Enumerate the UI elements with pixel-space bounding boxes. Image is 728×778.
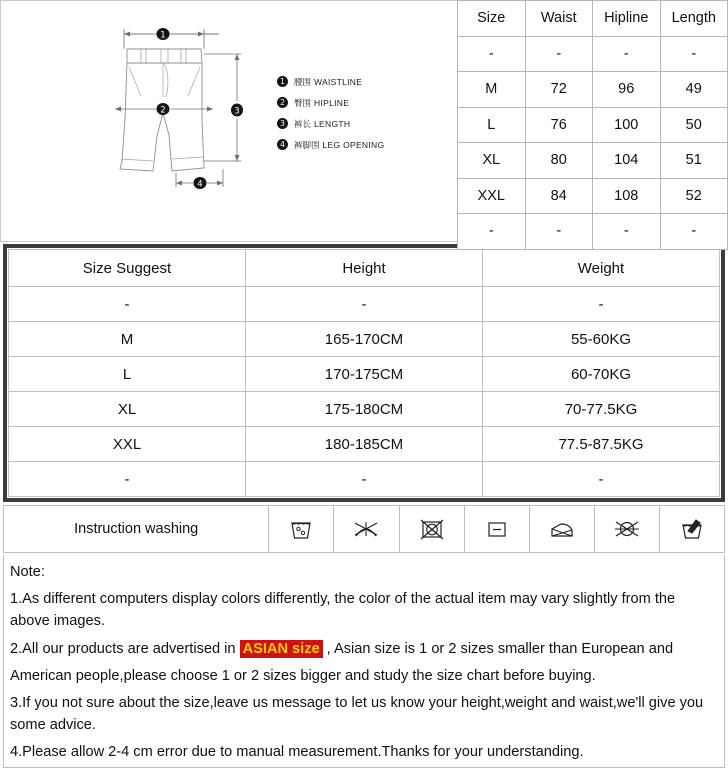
cell-length: 52	[660, 178, 728, 214]
legend-marker-3: 3	[277, 118, 288, 129]
svg-text:2: 2	[160, 105, 166, 116]
cell-size: -	[458, 36, 526, 72]
table-row	[9, 357, 720, 392]
do-not-wring-icon	[334, 506, 399, 553]
cell-waist: -	[525, 36, 593, 72]
note-section	[0, 555, 728, 768]
table-row	[9, 287, 720, 322]
iron-icon	[529, 506, 594, 553]
legend-label-cn-4: 裤脚围	[294, 140, 320, 151]
note-line-2	[10, 638, 716, 660]
cell-size: XL	[458, 143, 526, 179]
cell-weight: 60-70KG	[483, 357, 720, 392]
legend-label-en-2: HIPLINE	[314, 97, 350, 108]
table-row	[458, 178, 728, 214]
do-not-tumble-dry-icon	[399, 506, 464, 553]
cell-waist: 84	[525, 178, 593, 214]
cell-size: M	[9, 322, 246, 357]
note-line-1: 1.As different computers display colors differently, the color of the actual item may vary slightly from the above images.	[10, 591, 676, 630]
column-header-size-suggest: Size Suggest	[9, 250, 246, 287]
column-header-size: Size	[458, 1, 526, 37]
legend-label-en-1: WAISTLINE	[314, 76, 363, 87]
cell-hipline: -	[593, 214, 661, 250]
measurement-diagram-panel	[0, 0, 457, 242]
washing-instructions-table	[3, 505, 725, 553]
column-header-waist: Waist	[525, 1, 593, 37]
do-not-dry-clean-icon	[594, 506, 659, 553]
table-row	[458, 36, 728, 72]
legend-label-en-3: LENGTH	[314, 118, 351, 129]
table-row	[9, 462, 720, 497]
cell-height: 175-180CM	[246, 392, 483, 427]
cell-hipline: 96	[593, 72, 661, 108]
cell-waist: 76	[525, 107, 593, 143]
size-suggest-table	[8, 249, 720, 497]
cell-hipline: 100	[593, 107, 661, 143]
cell-size: -	[458, 214, 526, 250]
legend-item-waistline	[277, 71, 452, 92]
cell-height: -	[246, 462, 483, 497]
svg-text:3: 3	[234, 106, 240, 117]
legend-item-leg-opening	[277, 134, 452, 155]
cell-height: 170-175CM	[246, 357, 483, 392]
cell-weight: -	[483, 462, 720, 497]
table-row	[458, 214, 728, 250]
cell-weight: 55-60KG	[483, 322, 720, 357]
top-section	[0, 0, 728, 242]
column-header-weight: Weight	[483, 250, 720, 287]
washing-label: Instruction washing	[4, 506, 269, 553]
note-heading: Note:	[10, 564, 45, 580]
table-header-row	[9, 250, 720, 287]
cell-size: L	[9, 357, 246, 392]
legend-marker-1: 1	[277, 76, 288, 87]
table-row	[9, 392, 720, 427]
table-row	[458, 72, 728, 108]
cell-height: 165-170CM	[246, 322, 483, 357]
cell-waist: 72	[525, 72, 593, 108]
cell-weight: 70-77.5KG	[483, 392, 720, 427]
cell-size: -	[9, 462, 246, 497]
legend-item-hipline	[277, 92, 452, 113]
asian-size-highlight: ASIAN size	[240, 640, 323, 658]
cell-waist: 80	[525, 143, 593, 179]
dry-flat-icon	[464, 506, 529, 553]
cell-height: 180-185CM	[246, 427, 483, 462]
table-row	[458, 143, 728, 179]
table-row	[4, 506, 725, 553]
cell-length: 50	[660, 107, 728, 143]
cell-length: 49	[660, 72, 728, 108]
cell-height: -	[246, 287, 483, 322]
note-line-2-suffix: , Asian size is 1 or 2 sizes smaller than European and	[322, 640, 674, 657]
cell-size: M	[458, 72, 526, 108]
hand-wash-icon	[659, 506, 724, 553]
cell-size: -	[9, 287, 246, 322]
cell-weight: -	[483, 287, 720, 322]
legend-marker-2: 2	[277, 97, 288, 108]
cell-hipline: 108	[593, 178, 661, 214]
table-row	[458, 107, 728, 143]
cell-weight: 77.5-87.5KG	[483, 427, 720, 462]
note-line-3: 3.If you not sure about the size,leave us message to let us know your height,weight and waist,we'll give you some advice.	[10, 694, 704, 734]
legend-marker-4: 4	[277, 139, 288, 150]
cell-length: -	[660, 36, 728, 72]
table-row	[9, 427, 720, 462]
cell-length: -	[660, 214, 728, 250]
legend-label-cn-2: 臀围	[294, 98, 312, 109]
cell-size: L	[458, 107, 526, 143]
legend-label-en-4: LEG OPENING	[322, 139, 385, 150]
washing-instructions-section	[0, 505, 728, 553]
svg-text:4: 4	[197, 179, 203, 190]
cell-size: XXL	[9, 427, 246, 462]
column-header-length: Length	[660, 1, 728, 37]
svg-text:1: 1	[160, 30, 166, 41]
table-header-row	[458, 1, 728, 37]
cell-hipline: 104	[593, 143, 661, 179]
note-line-2-prefix: 2.All our products are advertised in	[10, 640, 240, 657]
legend-label-cn-3: 裤长	[294, 119, 312, 130]
note-line-4: 4.Please allow 2-4 cm error due to manual measurement.Thanks for your understanding.	[10, 744, 584, 761]
note-line-2-cont: American people,please choose 1 or 2 sizes bigger and study the size chart before buying.	[10, 667, 596, 684]
legend-item-length	[277, 113, 452, 134]
size-suggest-frame	[3, 244, 725, 502]
shorts-diagram	[1, 1, 458, 243]
cell-hipline: -	[593, 36, 661, 72]
machine-wash-icon	[269, 506, 334, 553]
column-header-height: Height	[246, 250, 483, 287]
legend-label-cn-1: 腰围	[294, 77, 312, 88]
measurement-table	[457, 0, 728, 250]
measurement-legend	[277, 71, 452, 155]
size-suggest-section	[0, 244, 728, 502]
table-row	[9, 322, 720, 357]
note-box	[3, 555, 725, 768]
cell-length: 51	[660, 143, 728, 179]
cell-waist: -	[525, 214, 593, 250]
cell-size: XL	[9, 392, 246, 427]
column-header-hipline: Hipline	[593, 1, 661, 37]
cell-size: XXL	[458, 178, 526, 214]
